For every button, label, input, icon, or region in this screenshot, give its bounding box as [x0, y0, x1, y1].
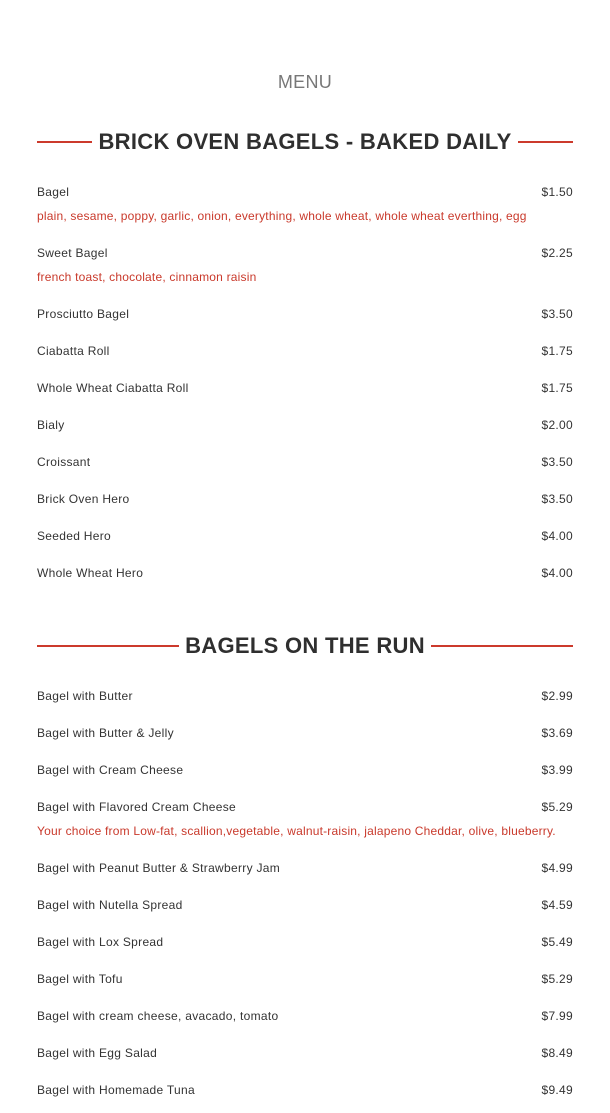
menu-section-bagels-on-the-run [37, 631, 573, 1112]
menu-item-price: $4.59 [541, 898, 573, 912]
menu-item [37, 238, 573, 299]
section-title: BAGELS ON THE RUN [185, 633, 425, 658]
heading-rule-right [518, 141, 573, 143]
menu-item [37, 927, 573, 964]
heading-rule-left [37, 141, 92, 143]
menu-item [37, 558, 573, 595]
menu-item-name: Bagel with Peanut Butter & Strawberry Jam [37, 861, 281, 875]
menu-item-name: Bagel with Butter & Jelly [37, 726, 174, 740]
menu-item-description: french toast, chocolate, cinnamon raisin [37, 270, 257, 284]
menu-item-price: $5.29 [541, 972, 573, 986]
menu-item [37, 1075, 573, 1112]
menu-item-price: $4.99 [541, 861, 573, 875]
menu-item-name: Whole Wheat Ciabatta Roll [37, 381, 189, 395]
menu-item-name: Bagel with Nutella Spread [37, 898, 183, 912]
menu-item [37, 718, 573, 755]
menu-item-name: Bagel with Lox Spread [37, 935, 164, 949]
menu-item-name: Bagel with Egg Salad [37, 1046, 158, 1060]
menu-item [37, 177, 573, 238]
menu-item-name: Prosciutto Bagel [37, 307, 130, 321]
heading-rule-right [431, 645, 573, 647]
menu-item [37, 1038, 573, 1075]
menu-item [37, 484, 573, 521]
menu-item-name: Bialy [37, 418, 65, 432]
menu-item-price: $9.49 [541, 1083, 573, 1097]
menu-item [37, 299, 573, 336]
menu-item-price: $3.99 [541, 763, 573, 777]
menu-item-price: $1.75 [541, 381, 573, 395]
menu-item [37, 792, 573, 853]
menu-item-name: Ciabatta Roll [37, 344, 110, 358]
menu-item-price: $7.99 [541, 1009, 573, 1023]
menu-item-price: $8.49 [541, 1046, 573, 1060]
menu-item [37, 336, 573, 373]
section-title: BRICK OVEN BAGELS - BAKED DAILY [98, 129, 512, 154]
menu-item-name: Croissant [37, 455, 91, 469]
menu-item-name: Bagel with Butter [37, 689, 133, 703]
menu-item [37, 373, 573, 410]
menu-item-description: plain, sesame, poppy, garlic, onion, everything, whole wheat, whole wheat everthing, egg [37, 209, 527, 223]
menu-item-name: Whole Wheat Hero [37, 566, 144, 580]
menu-item-price: $3.50 [541, 492, 573, 506]
menu-item-name: Seeded Hero [37, 529, 112, 543]
menu-item-price: $1.50 [541, 185, 573, 199]
menu-item-price: $2.99 [541, 689, 573, 703]
menu-item [37, 964, 573, 1001]
menu-item [37, 681, 573, 718]
menu-item-price: $3.50 [541, 455, 573, 469]
menu-item-description: Your choice from Low-fat, scallion,vegetable, walnut-raisin, jalapeno Cheddar, olive, blueberry. [37, 824, 556, 838]
menu-item [37, 521, 573, 558]
menu-item-price: $4.00 [541, 529, 573, 543]
menu-item-name: Bagel [37, 185, 70, 199]
menu-item-name: Bagel with cream cheese, avacado, tomato [37, 1009, 279, 1023]
section-heading [37, 631, 573, 661]
menu-item [37, 410, 573, 447]
menu-item-name: Brick Oven Hero [37, 492, 130, 506]
menu-item-price: $4.00 [541, 566, 573, 580]
menu-item [37, 890, 573, 927]
menu-item-list [37, 681, 573, 1112]
menu-item-price: $5.49 [541, 935, 573, 949]
menu-section-brick-oven-bagels [37, 127, 573, 595]
menu-item-name: Sweet Bagel [37, 246, 108, 260]
menu-item-name: Bagel with Homemade Tuna [37, 1083, 195, 1097]
menu-item-name: Bagel with Cream Cheese [37, 763, 184, 777]
menu-item-price: $3.69 [541, 726, 573, 740]
menu-item-price: $3.50 [541, 307, 573, 321]
menu-item [37, 1001, 573, 1038]
menu-item-price: $2.00 [541, 418, 573, 432]
section-heading [37, 127, 573, 157]
menu-item-price: $5.29 [541, 800, 573, 814]
menu-item-name: Bagel with Tofu [37, 972, 123, 986]
menu-item-name: Bagel with Flavored Cream Cheese [37, 800, 237, 814]
menu-item [37, 755, 573, 792]
menu-item [37, 853, 573, 890]
menu-item [37, 447, 573, 484]
menu-item-price: $2.25 [541, 246, 573, 260]
menu-item-list [37, 177, 573, 595]
page-title: MENU [277, 72, 333, 92]
heading-rule-left [37, 645, 179, 647]
menu-item-price: $1.75 [541, 344, 573, 358]
